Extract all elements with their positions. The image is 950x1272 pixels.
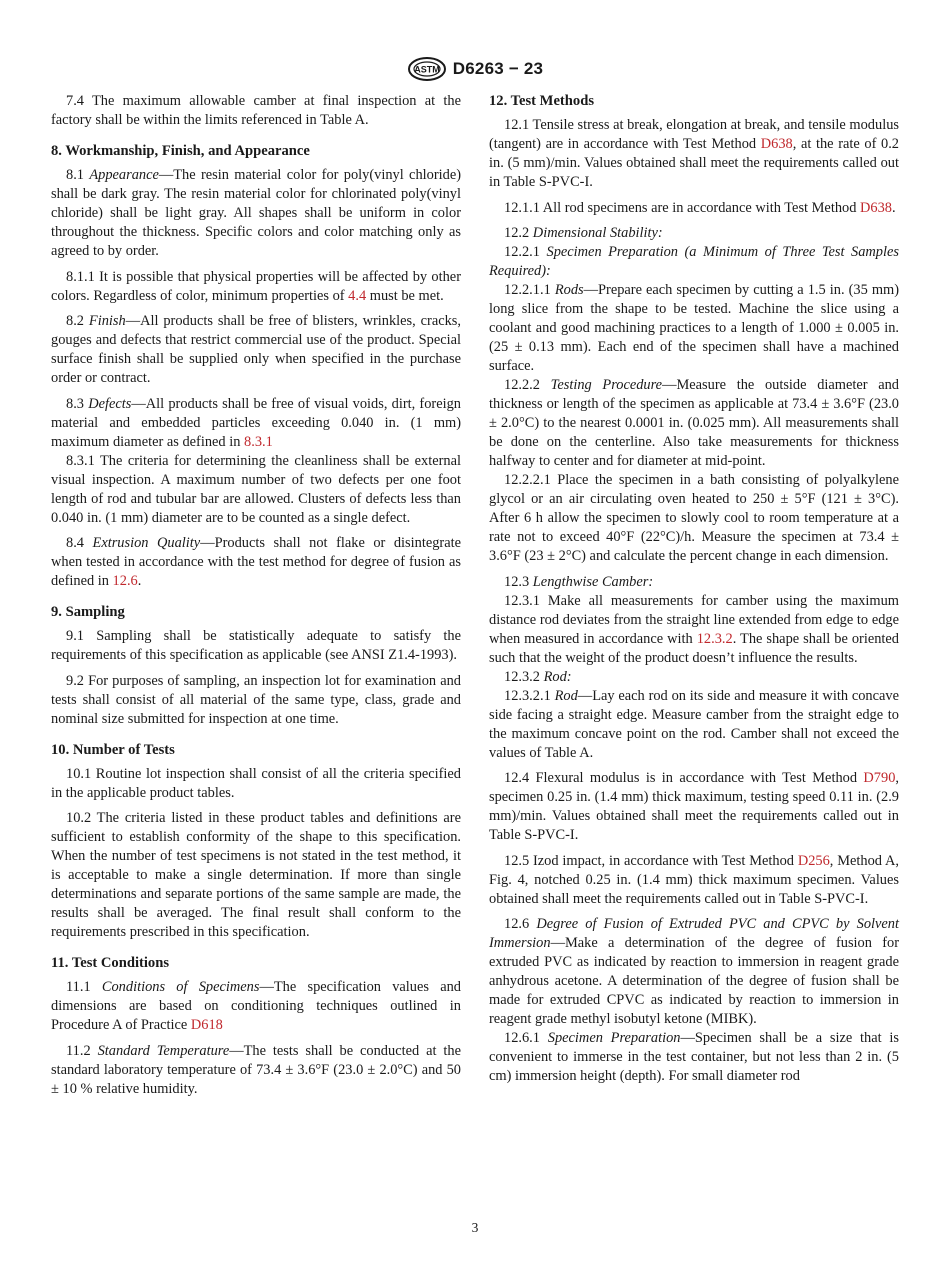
ref-link-d638-rod[interactable]: D638 <box>860 199 892 216</box>
section-12-1-1: 12.1.1 All rod specimens are in accordance with Test Method D638. <box>504 199 896 216</box>
section-8-3: 8.3 Defects—All products shall be free of visual voids, dirt, foreign material and embedded particles exceeding 0.040 in. (1 mm) maximum diameter as defined in 8.3.1 <box>51 395 461 450</box>
section-12-5: 12.5 Izod impact, in accordance with Test Method D256, Method A, Fig. 4, notched 0.25 in. (1.4 mm) thick maximum specimen. Values obtained shall meet the requirements called out in Table S-PVC-I. <box>489 852 899 907</box>
heading-section-9: 9. Sampling <box>51 604 125 620</box>
section-12-2: 12.2 Dimensional Stability: <box>504 225 663 241</box>
section-12-2-1-1: 12.2.1.1 Rods—Prepare each specimen by cutting a 1.5 in. (35 mm) long slice from the shape to be tested. Machine the slice using a coolant and good machining practices to a length of 1.000 ± 0.005 in. (25 ± 0.13 mm). Each end of the specimen shall have a machined surface. <box>489 282 899 374</box>
section-9-2: 9.2 For purposes of sampling, an inspection lot for examination and tests shall consist of all material of the same type, class, grade and nominal size submitted for inspection at one time. <box>51 672 461 727</box>
ref-link-d790[interactable]: D790 <box>863 770 896 786</box>
section-12-4: 12.4 Flexural modulus is in accordance with Test Method D790, specimen 0.25 in. (1.4 mm) thick maximum, testing speed 0.11 in. (2.9 mm)/min. Values obtained shall meet the requirements called out in Table S-PVC-I. <box>489 770 899 843</box>
ref-link-d638[interactable]: D638 <box>760 136 793 152</box>
section-8-4: 8.4 Extrusion Quality—Products shall not flake or disintegrate when tested in accordance with the test method for degree of fusion as defined in 12.6. <box>51 535 461 589</box>
section-11-1: 11.1 Conditions of Specimens—The specification values and dimensions are based on conditioning techniques outlined in Procedure A of Practice D618 <box>51 979 461 1033</box>
section-8-1-1: 8.1.1 It is possible that physical properties will be affected by other colors. Regardless of color, minimum properties of 4.4 must be met. <box>51 268 461 304</box>
section-12-1: 12.1 Tensile stress at break, elongation at break, and tensile modulus (tangent) are in accordance with Test Method D638, at the rate of 0.2 in. (5 mm)/min. Values obtained shall meet the requirements called out in Table S-PVC-I. <box>489 117 900 190</box>
section-8-1: 8.1 Appearance—The resin material color for poly(vinyl chloride) shall be dark gray. The resin material color for chlorinated poly(vinyl chloride) shall be light gray. All shapes shall be uniform in color throughout the thickness. Specific colors and color matching only as agreed to by order. <box>51 167 461 259</box>
heading-section-12: 12. Test Methods <box>489 93 595 109</box>
heading-section-11: 11. Test Conditions <box>51 955 170 971</box>
section-9-1: 9.1 Sampling shall be statistically adequate to satisfy the requirements of this specification as applicable (see ANSI Z1.4-1993). <box>51 628 461 663</box>
ref-link-12-3-2[interactable]: 12.3.2 <box>696 630 733 647</box>
ref-link-d618[interactable]: D618 <box>190 1017 223 1033</box>
document-designation: D6263 − 23 <box>452 59 544 78</box>
section-12-2-2: 12.2.2 Testing Procedure—Measure the outside diameter and thickness or length of the specimen as applicable at 73.4 ± 3.6°F (23.0 ± 2.0°C) to the nearest 0.0001 in. (0.025 mm). All measurements shall be done on the centerline. Also take measurements for thickness halfway to center and for diameter at mid-point. <box>489 377 899 469</box>
section-10-2: 10.2 The criteria listed in these product tables and definitions are sufficient to establish conformity of the shape to this specification. When the number of test specimens is not stated in the test method, it is acceptable to make a single determination. If more than single determinations and separate portions of the same sample are made, the results shall be averaged. The final result shall conform to the requirements prescribed in this specification. <box>51 810 461 940</box>
right-column <box>489 92 899 1093</box>
left-column <box>51 92 461 1105</box>
ref-link-12-6[interactable]: 12.6 <box>112 573 138 589</box>
section-12-2-1: 12.2.1 Specimen Preparation (a Minimum of Three Test Samples Required): <box>489 244 899 279</box>
section-11-2: 11.2 Standard Temperature—The tests shall be conducted at the standard laboratory temperature of 73.4 ± 3.6°F (23.0 ± 2.0°C) and 50 ± 10 % relative humidity. <box>51 1042 461 1097</box>
section-10-1: 10.1 Routine lot inspection shall consist of all the criteria specified in the applicable product tables. <box>51 765 461 801</box>
section-8-3-1: 8.3.1 The criteria for determining the cleanliness shall be external visual inspection. A maximum number of two defects per one foot length of rod and tubular bar are allowed. Clusters of defects less than 0.040 in. (1 mm) diameter are to be counted as a single defect. <box>51 452 461 526</box>
ref-link-8-3-1[interactable]: 8.3.1 <box>244 433 273 450</box>
astm-logo-icon <box>407 56 447 82</box>
heading-section-10: 10. Number of Tests <box>51 741 175 758</box>
section-12-2-2-1: 12.2.2.1 Place the specimen in a bath consisting of polyalkylene glycol or an air circulating oven heated to 250 ± 5°F (121 ± 3°C). After 6 h allow the specimen to slowly cool to room temperature at a rate not to exceed 40°F (22°C)/h. Measure the specimen at 73.4 ± 3.6°F (23 ± 2°C) and calculate the percent change in each dimension. <box>489 472 899 564</box>
page-header <box>0 54 950 84</box>
section-12-6-1: 12.6.1 Specimen Preparation—Specimen shall be a size that is convenient to immerse in the test container, but not less than 2 in. (5 cm) immersion height (depth). For small diameter rod <box>489 1030 899 1084</box>
section-12-3-2-1: 12.3.2.1 Rod—Lay each rod on its side and measure it with concave side facing a straight edge. Measure camber from the straight edge to the maximum concave point on the rod. Camber shall not exceed the values of Table A. <box>489 687 899 761</box>
section-12-3-1: 12.3.1 Make all measurements for camber using the maximum distance rod deviates from the straight line extended from edge to edge when measured in accordance with 12.3.2. The shape shall be oriented such that the weight of the product doesn’t influence the results. <box>489 592 900 666</box>
heading-section-8: 8. Workmanship, Finish, and Appearance <box>51 143 310 159</box>
section-12-3: 12.3 Lengthwise Camber: <box>504 573 654 590</box>
section-12-6: 12.6 Degree of Fusion of Extruded PVC and CPVC by Solvent Immersion—Make a determination of the degree of fusion for extruded PVC as indicated by reaction to immersion in reagent grade anhydrous acetone. A determination of the degree of fusion shall be made for extruded CPVC as indicated by reaction to immersion in reagent grade methyl isobutyl ketone (MIBK). <box>489 916 899 1027</box>
ref-link-d256[interactable]: D256 <box>797 852 830 869</box>
logo-text: ASTM <box>414 64 440 75</box>
section-7-4: 7.4 The maximum allowable camber at final inspection at the factory shall be within the limits referenced in Table A. <box>51 93 461 128</box>
page-number: 3 <box>471 1220 479 1235</box>
section-12-3-2: 12.3.2 Rod: <box>504 668 572 685</box>
section-8-2: 8.2 Finish—All products shall be free of blisters, wrinkles, cracks, gouges and defects that restrict commercial use of the product. Special surface finish shall be supplied only when specified in the purchase order or contract. <box>51 313 461 386</box>
ref-link-4-4[interactable]: 4.4 <box>348 287 367 304</box>
